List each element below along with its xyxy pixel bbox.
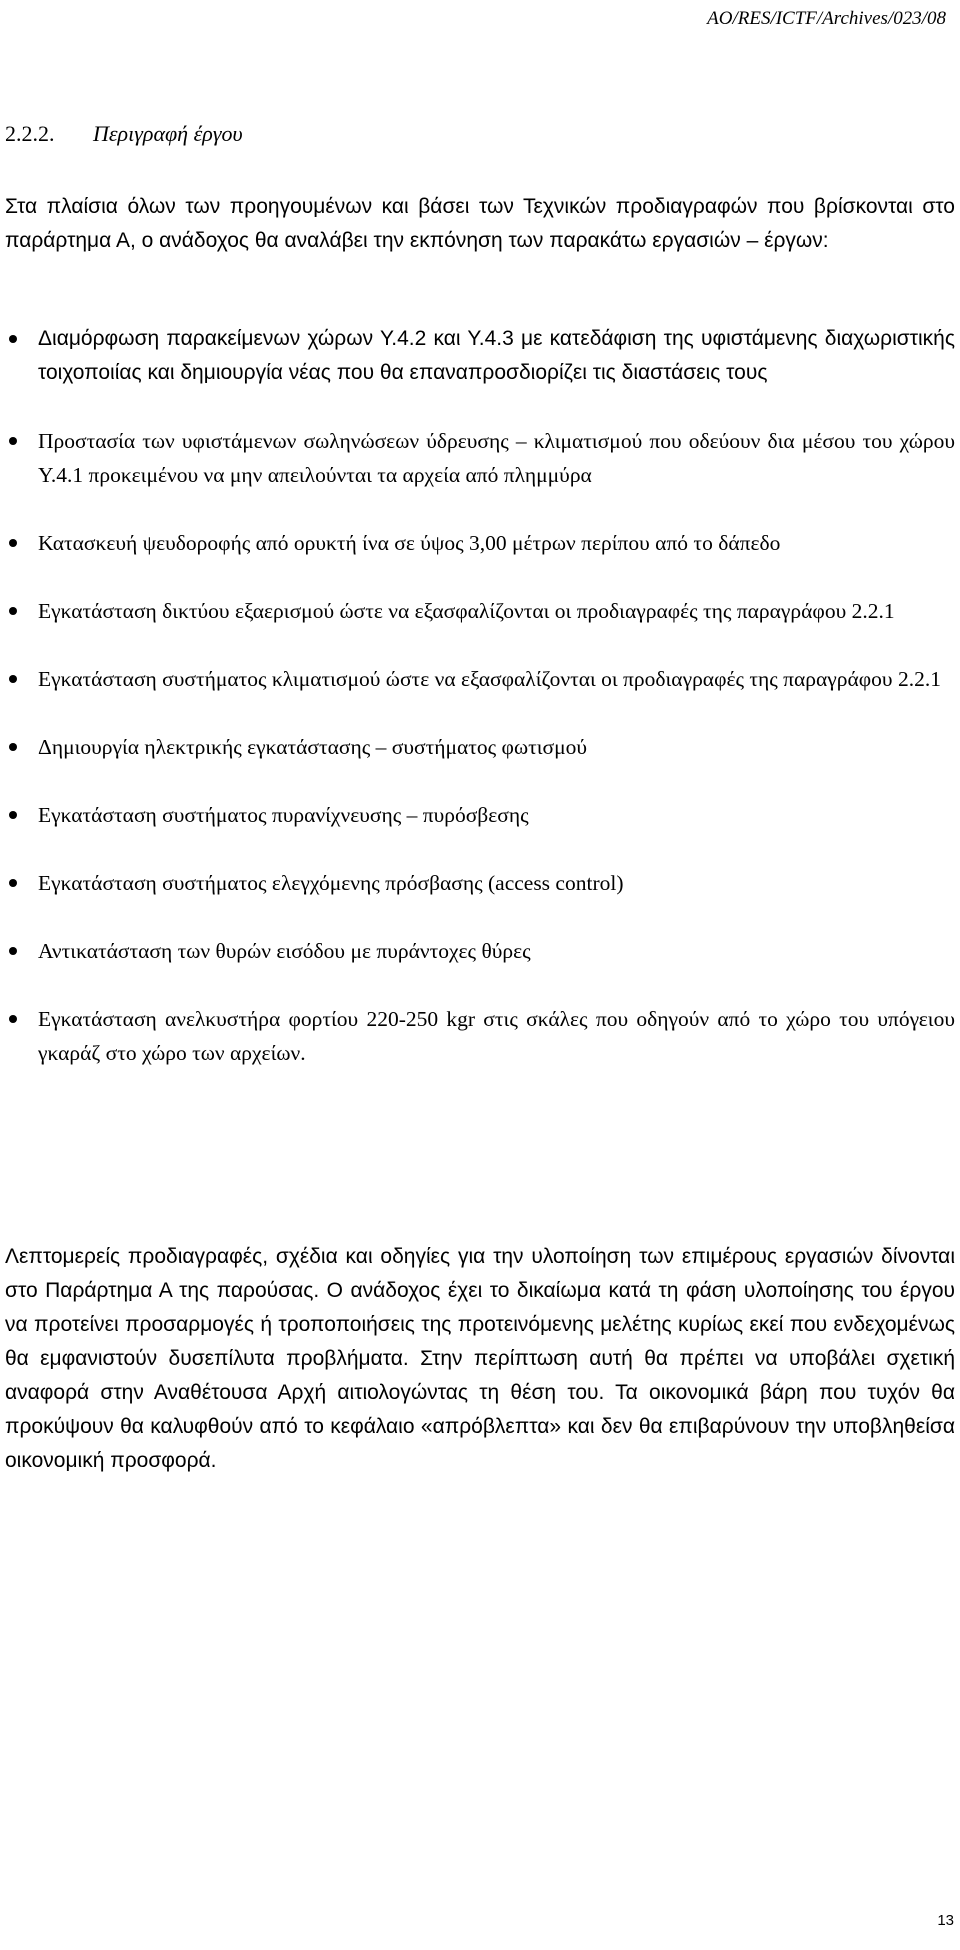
list-item-text: Κατασκευή ψευδοροφής από ορυκτή ίνα σε ύψος 3,00 μέτρων περίπου από το δάπεδο	[38, 531, 781, 555]
page-number: 13	[937, 1912, 954, 1929]
section-heading	[5, 121, 243, 147]
list-item	[0, 866, 955, 900]
list-item-text: Αντικατάσταση των θυρών εισόδου με πυράντοχες θύρες	[38, 939, 531, 963]
list-item	[0, 662, 955, 696]
bullet-icon	[9, 335, 17, 343]
list-item-text: Εγκατάσταση δικτύου εξαερισμού ώστε να εξασφαλίζονται οι προδιαγραφές της παραγράφου 2.2.1	[38, 599, 895, 623]
list-item-text: Δημιουργία ηλεκτρικής εγκατάστασης – συστήματος φωτισμού	[38, 735, 588, 759]
list-item	[0, 934, 955, 968]
list-item	[0, 424, 955, 492]
list-item	[0, 798, 955, 832]
bullet-icon	[9, 811, 17, 819]
section-title: Περιγραφή έργου	[93, 121, 243, 146]
bullet-icon	[9, 743, 17, 751]
section-number: 2.2.2.	[5, 121, 55, 146]
list-item	[0, 526, 955, 560]
list-item-text: Διαμόρφωση παρακείμενων χώρων Υ.4.2 και Υ.4.3 με κατεδάφιση της υφιστάμενης διαχωριστικής τοιχοποιίας και δημιουργία νέας που θα επαναπροσδιορίζει τις διαστάσεις τους	[38, 327, 955, 384]
list-item	[0, 1002, 955, 1070]
list-item	[0, 730, 955, 764]
bullet-icon	[9, 539, 17, 547]
bullet-icon	[9, 675, 17, 683]
bullet-icon	[9, 879, 17, 887]
list-item-text: Προστασία των υφιστάμενων σωληνώσεων ύδρευσης – κλιματισμού που οδεύουν δια μέσου του χώρου Υ.4.1 προκειμένου να μην απειλούνται τα αρχεία από πλημμύρα	[38, 429, 955, 487]
works-list	[0, 322, 955, 1070]
list-item	[0, 322, 955, 390]
bullet-icon	[9, 607, 17, 615]
intro-paragraph: Στα πλαίσια όλων των προηγουμένων και βάσει των Τεχνικών προδιαγραφών που βρίσκονται στο παράρτημα Α, ο ανάδοχος θα αναλάβει την εκπόνηση των παρακάτω εργασιών – έργων:	[5, 195, 955, 252]
closing-paragraph: Λεπτομερείς προδιαγραφές, σχέδια και οδηγίες για την υλοποίηση των επιμέρους εργασιών δίνονται στο Παράρτημα Α της παρούσας. Ο ανάδοχος έχει το δικαίωμα κατά τη φάση υλοποίησης του έργου να προτείνει προσαρμογές ή τροποποιήσεις της προτεινόμενης μελέτης κυρίως εκεί που ενδεχομένως θα εμφανιστούν δυσεπίλυτα προβλήματα. Στην περίπτωση αυτή θα πρέπει να υποβάλει σχετική αναφορά στην Αναθέτουσα Αρχή αιτιολογώντας τη θέση του. Τα οικονομικά βάρη που τυχόν θα προκύψουν θα καλυφθούν από το κεφάλαιο «απρόβλεπτα» και δεν θα επιβαρύνουν την υποβληθείσα οικονομική προσφορά.	[5, 1245, 955, 1472]
bullet-icon	[9, 947, 17, 955]
bullet-icon	[9, 437, 17, 445]
list-item-text: Εγκατάσταση συστήματος κλιματισμού ώστε να εξασφαλίζονται οι προδιαγραφές της παραγράφου 2.2.1	[38, 667, 941, 691]
list-item-text: Εγκατάσταση συστήματος ελεγχόμενης πρόσβασης (access control)	[38, 871, 624, 895]
bullet-icon	[9, 1015, 17, 1023]
list-item-text: Εγκατάσταση ανελκυστήρα φορτίου 220-250 kgr στις σκάλες που οδηγούν από το χώρο του υπόγειου γκαράζ στο χώρο των αρχείων.	[38, 1007, 955, 1065]
document-reference: AO/RES/ICTF/Archives/023/08	[707, 8, 946, 29]
list-item	[0, 594, 955, 628]
list-item-text: Εγκατάσταση συστήματος πυρανίχνευσης – πυρόσβεσης	[38, 803, 529, 827]
